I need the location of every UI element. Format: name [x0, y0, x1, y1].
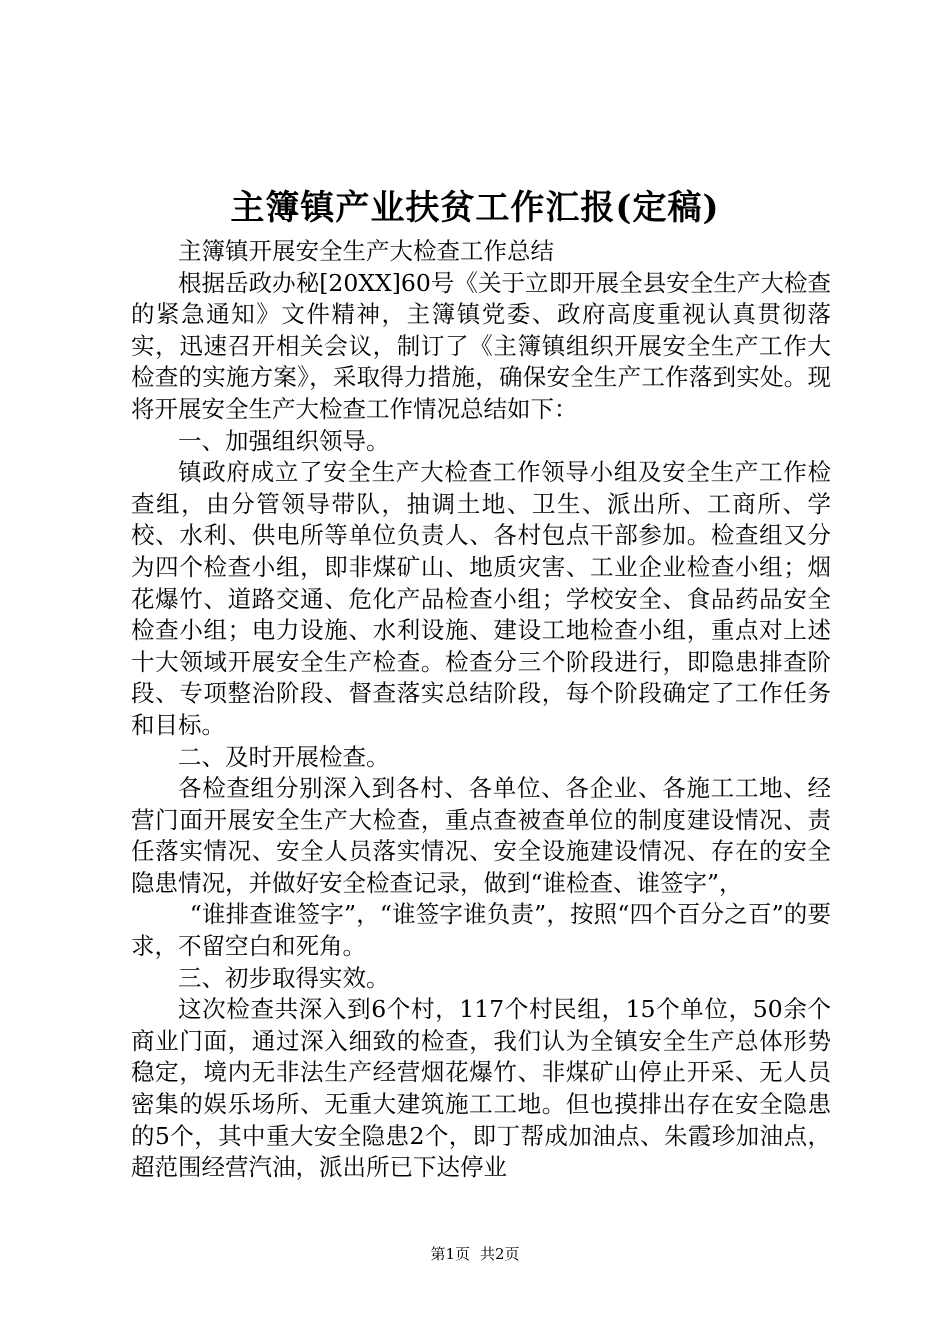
section-3-paragraph: 这次检查共深入到6个村，117个村民组，15个单位，50余个商业门面，通过深入细致的检查，我们认为全镇安全生产总体形势稳定，境内无非法生产经营烟花爆竹、非煤矿山停止开采、无人员密集的娱乐场所、无重大建筑施工工地。但也摸排出存在安全隐患的5个，其中重大安全隐患2个，即丁帮成加油点、朱霞珍加油点，超范围经营汽油，派出所已下达停业 — [131, 995, 831, 1182]
section-1-paragraph: 镇政府成立了安全生产大检查工作领导小组及安全生产工作检查组，由分管领导带队，抽调土地、卫生、派出所、工商所、学校、水利、供电所等单位负责人、各村包点干部参加。检查组又分为四个检查小组，即非煤矿山、地质灾害、工业企业检查小组；烟花爆竹、道路交通、危化产品检查小组；学校安全、食品药品安全检查小组；电力设施、水利设施、建设工地检查小组，重点对上述十大领域开展安全生产检查。检查分三个阶段进行，即隐患排查阶段、专项整治阶段、督查落实总结阶段，每个阶段确定了工作任务和目标。 — [131, 458, 831, 739]
document-title: 主簿镇产业扶贫工作汇报(定稿) — [230, 188, 720, 228]
section-heading-2: 二、及时开展检查。 — [178, 742, 390, 771]
page-number: 第1页 — [430, 1245, 470, 1263]
document-body — [131, 236, 831, 1184]
section-2-paragraph: 各检查组分别深入到各村、各单位、各企业、各施工工地、经营门面开展安全生产大检查，重点查被查单位的制度建设情况、责任落实情况、安全人员落实情况、安全设施建设情况、存在的安全隐患情况，并做好安全检查记录，做到“谁检查、谁签字”， — [131, 774, 831, 897]
intro-paragraph: 根据岳政办秘[20XX]60号《关于立即开展全县安全生产大检查的紧急通知》文件精神，主簿镇党委、政府高度重视认真贯彻落实，迅速召开相关会议，制订了《主簿镇组织开展安全生产工作大检查的实施方案》，采取得力措施，确保安全生产工作落到实处。现将开展安全生产大检查工作情况总结如下： — [131, 268, 831, 423]
section-heading-3: 三、初步取得实效。 — [178, 963, 390, 992]
page-footer — [0, 1244, 950, 1264]
subtitle-paragraph: 主簿镇开展安全生产大检查工作总结 — [178, 237, 554, 265]
page-total: 共2页 — [480, 1245, 520, 1263]
section-heading-1: 一、加强组织领导。 — [178, 426, 390, 455]
section-2-continuation: “谁排查谁签字”，“谁签字谁负责”，按照“四个百分之百”的要求，不留空白和死角。 — [131, 900, 831, 961]
